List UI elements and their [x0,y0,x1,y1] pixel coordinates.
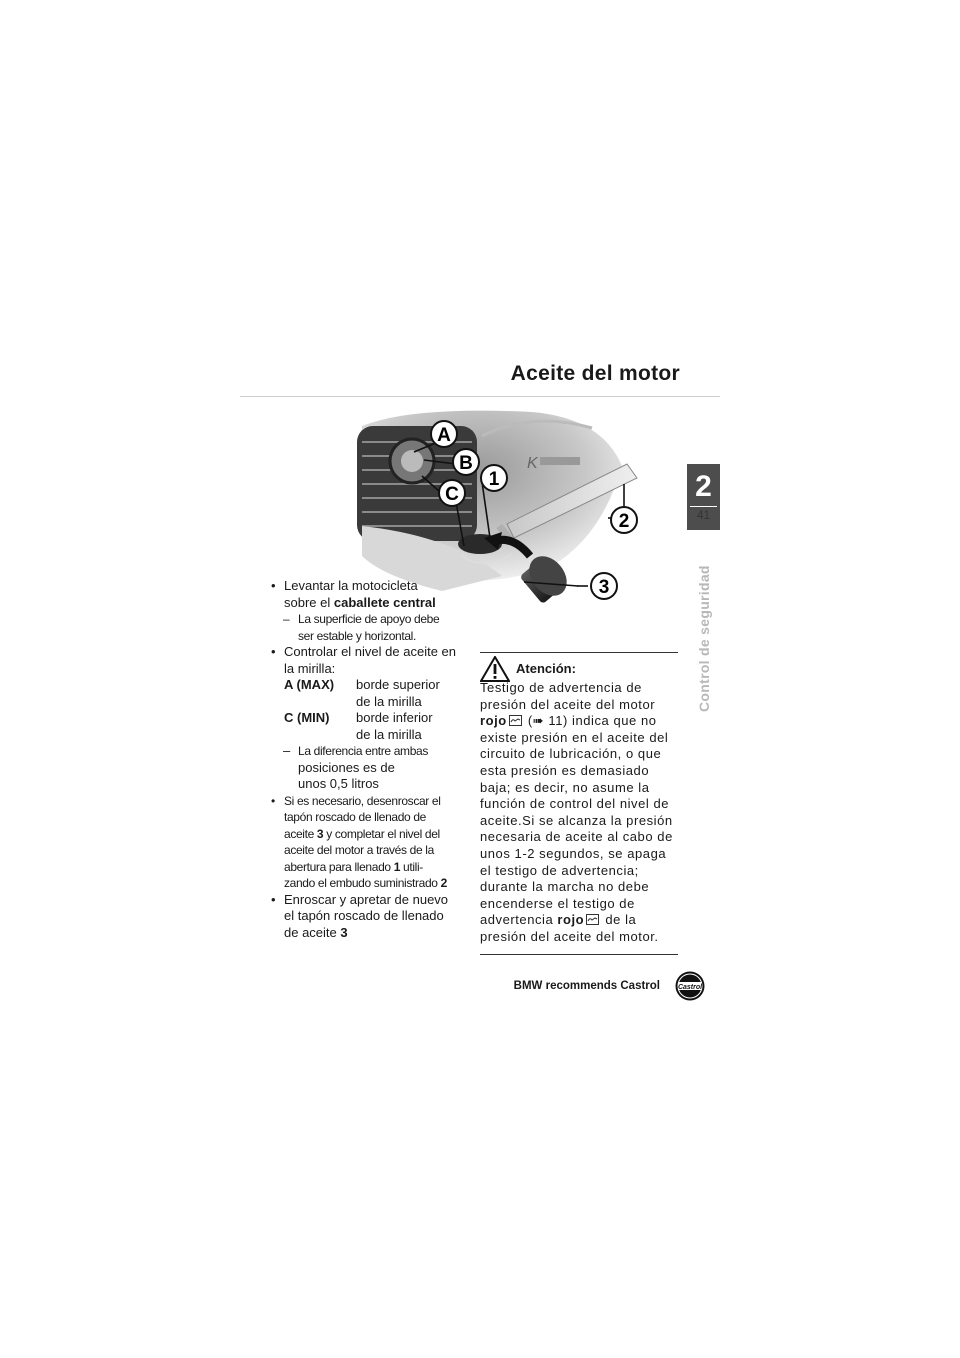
chapter-divider [690,506,717,507]
castrol-logo [675,971,705,1001]
svg-text:3: 3 [598,577,610,598]
svg-text:A: A [437,425,451,446]
list-item: • Levantar la motocicleta sobre el caballete central [270,578,476,611]
level-definitions: A (MAX) borde superior de la mirilla C (MIN) borde inferior de la mirilla [284,677,440,742]
warning-body: Testigo de advertencia de presión del aceite del motor rojo (➠ 11) indica que no existe presión en el aceite del circuito de lubricación, o que esta presión es demasiado baja; es decir, no asume la función de control del nivel de aceite.Si se alcanza la presión necesaria de aceite al cabo de unos 1-2 segundos, se apaga el testigo de advertencia; durante la marcha no debe encenderse el testigo de advertencia rojo de la presión del aceite del motor. [480,680,673,944]
oil-pressure-icon [509,715,522,726]
warning-triangle-icon [480,656,510,682]
svg-text:C: C [445,484,459,505]
page-title: Aceite del motor [510,362,680,385]
list-item: – La superficie de apoyo debe ser estable y horizontal. [270,611,476,644]
callout-c [439,480,465,506]
list-item: – La diferencia entre ambas posiciones es de unos 0,5 litros [270,743,476,793]
svg-text:B: B [459,453,473,474]
callout-3 [591,573,617,599]
oil-pressure-icon [586,914,599,925]
svg-text:1: 1 [488,469,500,490]
callout-1 [481,465,507,491]
svg-text:Castrol: Castrol [677,983,703,991]
list-item: • Si es necesario, desenroscar el tapón roscado de llenado de aceite 3 y completar el nivel del aceite del motor a través de la abertura para llenado 1 utili- zando el embudo suministrado 2 [270,793,476,892]
svg-text:2: 2 [618,511,630,532]
title-divider [240,396,720,397]
callout-b [453,449,479,475]
instructions [270,578,476,941]
list-item: • Controlar el nivel de aceite en la mirilla: [270,644,476,677]
svg-text:K: K [527,455,538,472]
warning-heading: Atención: [516,661,576,676]
chapter-number: 2 [695,470,712,503]
section-label: Control de seguridad [696,565,712,712]
callout-a [431,421,457,447]
callout-2 [611,507,637,533]
list-item: • Enroscar y apretar de nuevo el tapón roscado de llenado de aceite 3 [270,892,476,942]
page-number: 41 [696,508,711,522]
brand-text: BMW recommends Castrol [513,980,660,992]
warning-top-rule [480,652,678,653]
warning-bottom-rule [480,954,678,955]
